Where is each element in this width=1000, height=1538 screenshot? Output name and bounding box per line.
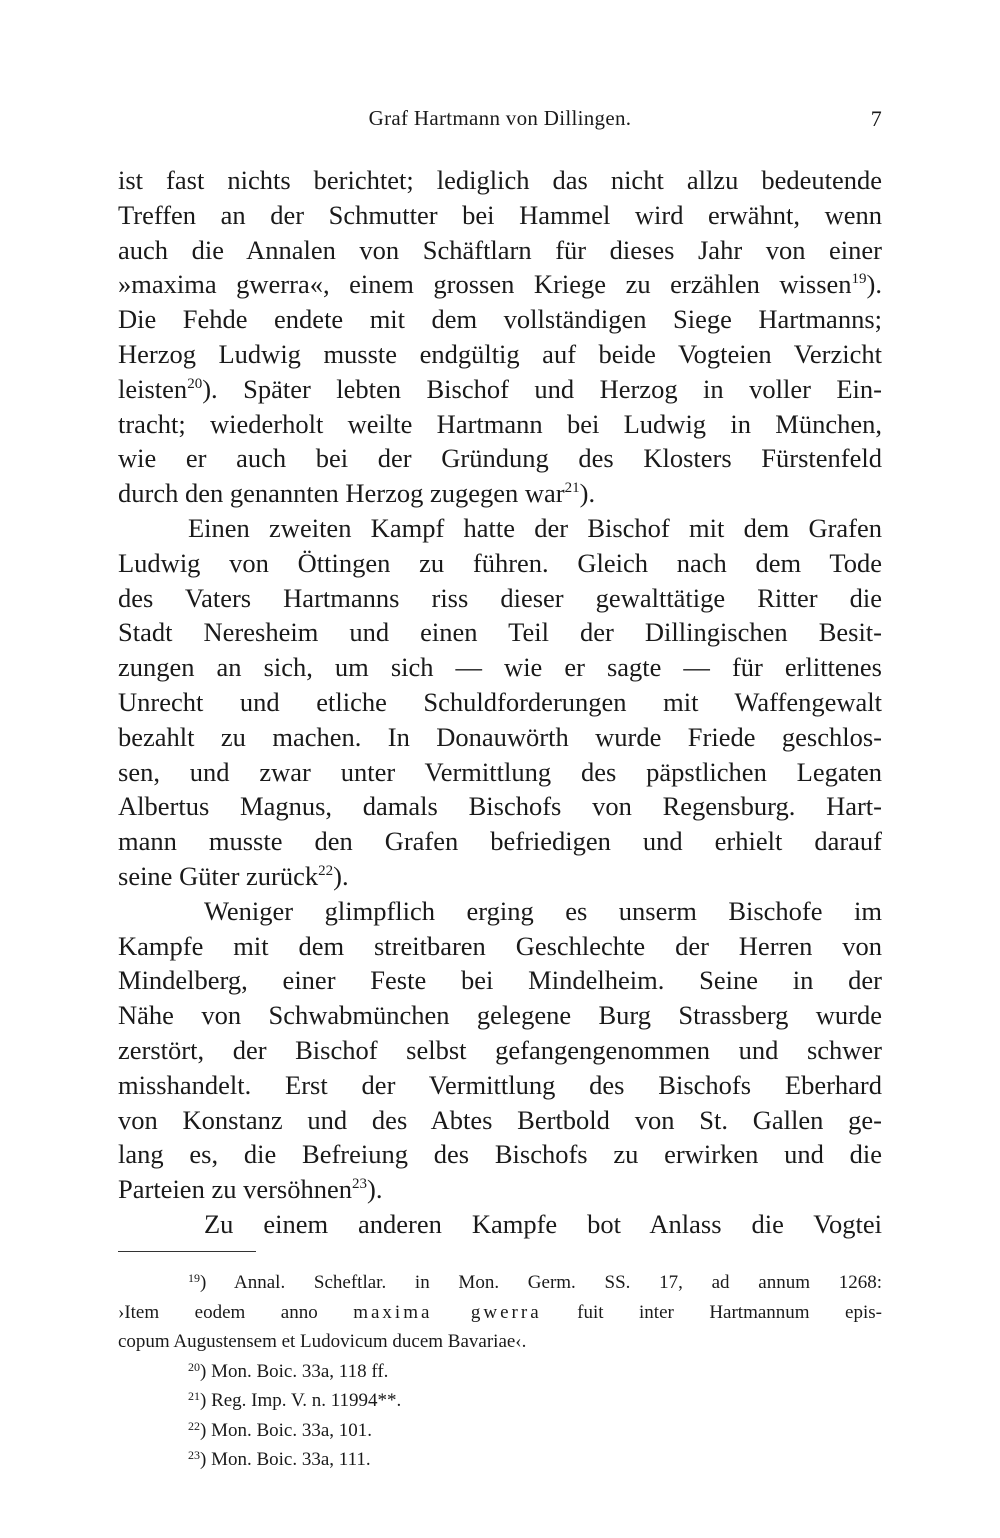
footnote-paren: ) [200,1419,212,1441]
text-segment: Treffen an der Schmutter bei Hammel wird erwähnt, wenn [118,199,882,230]
text-line [118,1068,882,1103]
text-segment: ›Item eodem anno [118,1301,354,1323]
footnote-paren: ) [200,1360,212,1382]
text-segment: Kampfe mit dem streitbaren Geschlechte der Herren von [118,930,882,961]
text-segment: Parteien zu versöhnen [118,1174,352,1205]
text-segment: von Konstanz und des Abtes Bertbold von St. Gallen ge- [118,1104,882,1135]
text-line [118,894,882,929]
text-line [118,407,882,442]
text-line [118,824,882,859]
footnote-line [118,1386,882,1416]
page-number: 7 [870,106,882,131]
text-segment: Mon. Boic. 33a, 118 ff. [211,1360,389,1382]
text-segment: des Vaters Hartmanns riss dieser gewalttätige Ritter die [118,582,882,613]
footnotes [118,1268,882,1475]
footnote [118,1386,882,1416]
text-segment: fuit inter Hartmannum epis- [541,1301,882,1323]
text-line [118,372,882,407]
text-segment: copum Augustensem et Ludovicum ducem Bavariae‹. [118,1331,527,1352]
text-segment: bezahlt zu machen. In Donauwörth wurde Friede geschlos- [118,721,882,752]
footnote-number: 23 [188,1448,200,1462]
text-line [118,1137,882,1172]
text-segment: Mon. Boic. 33a, 101. [211,1419,373,1441]
footnote-line [118,1445,882,1475]
text-segment: Stadt Neresheim und einen Teil der Dillingischen Besit- [118,617,882,648]
text-line [118,1207,882,1242]
text-line [118,963,882,998]
spaced-text: maxima gwerra [353,1301,542,1323]
footnote-reference: 19 [851,271,867,288]
text-segment: durch den genannten Herzog zugegen war [118,478,565,509]
text-segment: Weniger glimpflich erging es unserm Bischofe im [204,895,882,926]
text-segment: ist fast nichts berichtet; lediglich das nicht allzu bedeutende [118,165,882,195]
text-segment: zungen an sich, um sich — wie er sagte — für erlittenes [118,652,882,683]
footnote-reference: 23 [352,1176,367,1193]
body-text [118,163,882,1242]
text-segment: ). [333,860,349,891]
footnote-paren: ) [200,1449,212,1470]
running-head [118,106,882,136]
text-line [118,163,882,198]
text-segment: ). Später lebten Bischof und Herzog in voller Ein- [202,373,882,404]
text-segment: Zu einem anderen Kampfe bot Anlass die Vogtei [204,1208,882,1239]
text-segment: Albertus Magnus, damals Bischofs von Regensburg. Hart- [118,791,882,822]
text-segment: auch die Annalen von Schäftlarn für dieses Jahr von einer [118,234,882,265]
text-segment: sen, und zwar unter Vermittlung des päpstlichen Legaten [118,756,882,787]
text-line [118,581,882,616]
text-line [118,441,882,476]
text-segment: ). [866,269,882,300]
text-line [118,511,882,546]
footnote-paren: ) [200,1272,235,1293]
text-line [118,720,882,755]
footnote-number: 21 [188,1389,200,1403]
footnote-line [118,1416,882,1446]
text-line [118,302,882,337]
text-segment: Herzog Ludwig musste endgültig auf beide Vogteien Verzicht [118,338,882,369]
footnote-line [118,1298,882,1328]
footnote [118,1445,882,1475]
text-line [118,198,882,233]
text-segment: Die Fehde endete mit dem vollständigen Siege Hartmanns; [118,304,882,335]
footnote-line [118,1327,882,1357]
text-segment: Mon. Boic. 33a, 111. [211,1449,371,1470]
text-segment: zerstört, der Bischof selbst gefangengenommen und schwer [118,1034,882,1065]
text-segment: Mindelberg, einer Feste bei Mindelheim. Seine in der [118,965,882,996]
footnote-line [118,1357,882,1387]
text-segment: misshandelt. Erst der Vermittlung des Bischofs Eberhard [118,1069,882,1100]
text-segment: Reg. Imp. V. n. 11994**. [211,1390,402,1411]
text-segment: lang es, die Befreiung des Bischofs zu erwirken und die [118,1139,882,1170]
text-segment: seine Güter zurück [118,860,319,891]
footnote [118,1357,882,1387]
text-segment: Einen zweiten Kampf hatte der Bischof mit dem Grafen [188,512,882,543]
footnote-number: 20 [188,1359,200,1374]
text-line [118,789,882,824]
footnote-reference: 21 [564,480,580,497]
footnote [118,1268,882,1357]
text-line [118,859,882,894]
text-segment: wie er auch bei der Gründung des Klosters Fürstenfeld [118,443,882,474]
text-line [118,476,882,511]
footnote [118,1416,882,1446]
text-segment: Annal. Scheftlar. in Mon. Germ. SS. 17, ad annum 1268: [234,1272,882,1293]
text-segment: ). [579,478,596,509]
text-segment: Unrecht und etliche Schuldforderungen mit Waffengewalt [118,686,882,717]
footnote-reference: 22 [318,862,334,879]
footnote-rule [118,1251,256,1252]
text-segment: tracht; wiederholt weilte Hartmann bei Ludwig in München, [118,408,882,439]
text-line [118,650,882,685]
text-segment: mann musste den Grafen befriedigen und erhielt darauf [118,826,882,857]
footnote-paren: ) [200,1390,212,1411]
text-line [118,929,882,964]
text-line [118,267,882,302]
footnote-number: 22 [188,1418,200,1433]
text-segment: Ludwig von Öttingen zu führen. Gleich nach dem Tode [118,547,882,578]
text-line [118,1103,882,1138]
text-line [118,998,882,1033]
text-line [118,233,882,268]
text-line [118,337,882,372]
running-head-title: Graf Hartmann von Dillingen. [368,106,632,130]
footnote-number: 19 [188,1271,200,1285]
text-line [118,1172,882,1207]
text-segment: ). [367,1174,383,1205]
text-line [118,685,882,720]
text-segment: Nähe von Schwabmünchen gelegene Burg Strassberg wurde [118,1000,882,1031]
text-segment: leisten [118,373,188,404]
footnote-line [118,1268,882,1298]
text-line [118,546,882,581]
text-line [118,615,882,650]
text-line [118,1033,882,1068]
text-line [118,755,882,790]
text-segment: »maxima gwerra«, einem grossen Kriege zu erzählen wissen [118,269,852,300]
footnote-reference: 20 [187,375,203,392]
